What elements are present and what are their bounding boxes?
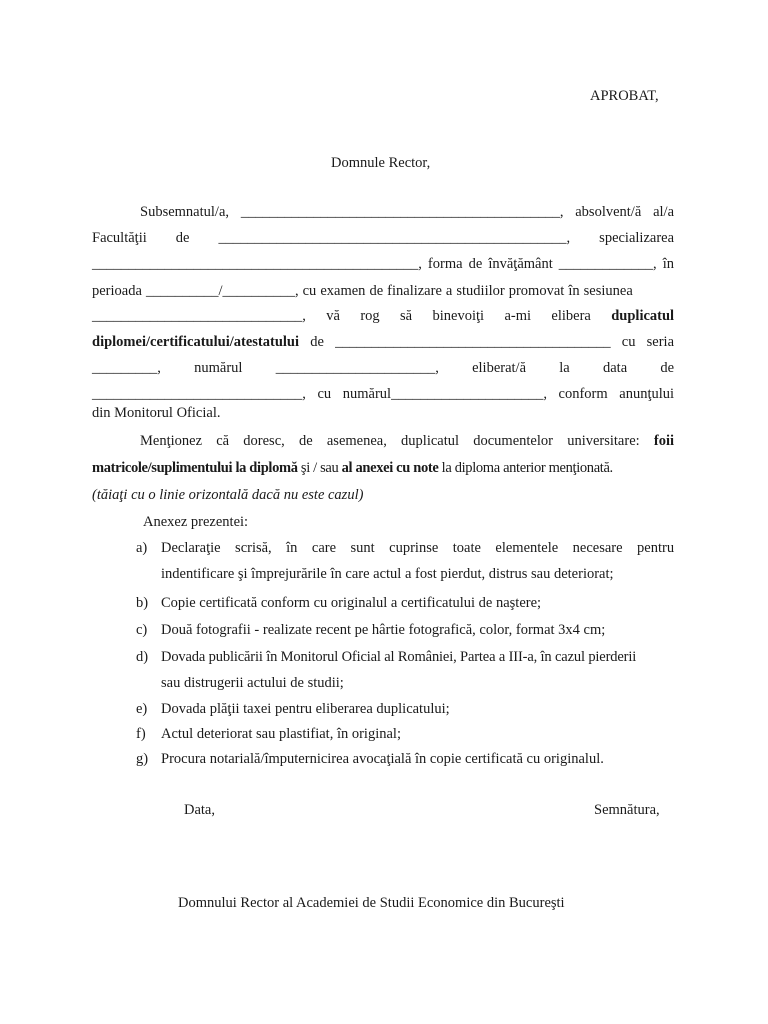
text-run: la diploma anterior menţionată.: [438, 460, 613, 476]
list-marker: c): [136, 622, 148, 638]
bold-text: matricole/suplimentului la diplomă: [92, 460, 298, 476]
approved-label: APROBAT,: [590, 88, 659, 104]
salutation: Domnule Rector,: [331, 155, 431, 171]
text-run: Subsemnatul/a,: [140, 204, 230, 220]
date-label: Data,: [184, 802, 215, 818]
paragraph-line: [92, 460, 613, 477]
text-run: duplicatul: [401, 433, 460, 449]
text-run: numărul: [194, 360, 243, 376]
list-item: Procura notarială/împuternicirea avocaţială în copie certificată cu originalul.: [161, 751, 604, 767]
text-run: data: [602, 360, 628, 376]
signature-label: Semnătura,: [594, 802, 660, 818]
text-run: al/a: [653, 204, 675, 220]
text-run: seria: [646, 334, 675, 350]
text-run: în: [662, 256, 674, 272]
text-run: pentru: [637, 540, 675, 556]
paragraph-line: [92, 361, 674, 376]
text-run: Declaraţie: [161, 540, 221, 556]
text-run: specializarea: [599, 230, 675, 246]
text-run: de: [468, 256, 483, 272]
list-item: Dovada plăţii taxei pentru eliberarea duplicatului;: [161, 701, 450, 717]
text-run: de: [175, 230, 190, 246]
list-item-continuation: sau distrugerii actului de studii;: [161, 675, 344, 691]
text-run: Facultăţii: [92, 230, 147, 246]
list-marker: d): [136, 649, 149, 665]
list-marker: e): [136, 701, 148, 717]
bold-text: diplomei/certificatului/atestatului: [92, 334, 300, 350]
text-run: forma: [427, 256, 463, 272]
text-run: de: [310, 334, 324, 350]
text-run: cuprinse: [389, 540, 439, 556]
paragraph-line: [92, 257, 674, 272]
text-run: necesare: [572, 540, 623, 556]
text-run: la: [559, 360, 570, 376]
list-item-continuation: indentificare şi împrejurările în care actul a fost pierdut, distrus sau deteriorat;: [161, 566, 614, 582]
text-run: să: [400, 308, 413, 324]
text-run: sunt: [350, 540, 375, 556]
text-run: vă: [326, 308, 340, 324]
blank-field: _____________,: [558, 256, 657, 272]
text-run: binevoiţi: [432, 308, 485, 324]
blank-field: _________,: [92, 360, 161, 376]
text-run: anunţului: [619, 386, 675, 402]
text-run: elibera: [551, 308, 591, 324]
blank-field: ____________________________________________,: [240, 204, 564, 220]
text-run: asemenea,: [326, 433, 387, 449]
annex-intro: Anexez prezentei:: [143, 514, 249, 530]
text-run: eliberat/ă: [472, 360, 527, 376]
text-run: care: [311, 540, 337, 556]
paragraph-line: perioada __________/__________, cu examen de finalizare a studiilor promovat în sesiunea: [92, 283, 633, 299]
addressee: Domnului Rector al Academiei de Studii Economice din Bucureşti: [178, 895, 565, 911]
text-run: cu: [317, 386, 332, 402]
text-run: absolvent/ă: [575, 204, 642, 220]
list-marker: g): [136, 751, 149, 767]
blank-field: numărul_____________________,: [342, 386, 547, 402]
paragraph-line: din Monitorul Oficial.: [92, 405, 221, 421]
paragraph-line: [92, 309, 674, 324]
blank-field: ______________________________________: [335, 334, 611, 350]
list-marker: a): [136, 540, 148, 556]
text-run: de: [660, 360, 675, 376]
blank-field: _____________________________,: [92, 386, 306, 402]
list-item: Actul deteriorat sau plastifiat, în original;: [161, 726, 401, 742]
blank-field: _____________________________________________,: [92, 256, 422, 272]
text-run: doresc,: [243, 433, 285, 449]
list-item: Copie certificată conform cu originalul a certificatului de naştere;: [161, 595, 542, 611]
list-item: Două fotografii - realizate recent pe hârtie fotografică, color, format 3x4 cm;: [161, 622, 606, 638]
text-run: elementele: [495, 540, 559, 556]
text-run: rog: [360, 308, 380, 324]
text-run: conform: [558, 386, 608, 402]
blank-field: ________________________________________________,: [218, 230, 571, 246]
paragraph-line: [92, 335, 674, 350]
paragraph-line: [92, 231, 674, 246]
text-run: documentelor: [473, 433, 553, 449]
list-marker: b): [136, 595, 149, 611]
list-item: Dovada publicării în Monitorul Oficial al României, Partea a III-a, în cazul pierderii: [161, 649, 637, 665]
strike-note: (tăiaţi cu o linie orizontală dacă nu este cazul): [92, 487, 364, 503]
paragraph-line: [140, 205, 674, 220]
paragraph-line: [140, 434, 674, 449]
bold-text: duplicatul: [611, 308, 675, 324]
text-run: cu: [621, 334, 636, 350]
text-run: toate: [452, 540, 481, 556]
blank-field: _____________________________,: [92, 308, 306, 324]
text-run: a-mi: [504, 308, 532, 324]
blank-field: ______________________,: [275, 360, 439, 376]
text-run: Menţionez: [140, 433, 203, 449]
text-run: şi / sau: [297, 460, 342, 476]
text-run: de: [298, 433, 313, 449]
text-run: învăţământ: [488, 256, 553, 272]
list-marker: f): [136, 726, 146, 742]
paragraph-line: [92, 387, 674, 402]
list-item: [161, 540, 674, 557]
text-run: că: [216, 433, 230, 449]
bold-text: al anexei cu note: [341, 460, 439, 476]
text-run: scrisă,: [235, 540, 272, 556]
text-run: în: [286, 540, 298, 556]
bold-text: foii: [653, 433, 675, 449]
text-run: universitare:: [567, 433, 640, 449]
